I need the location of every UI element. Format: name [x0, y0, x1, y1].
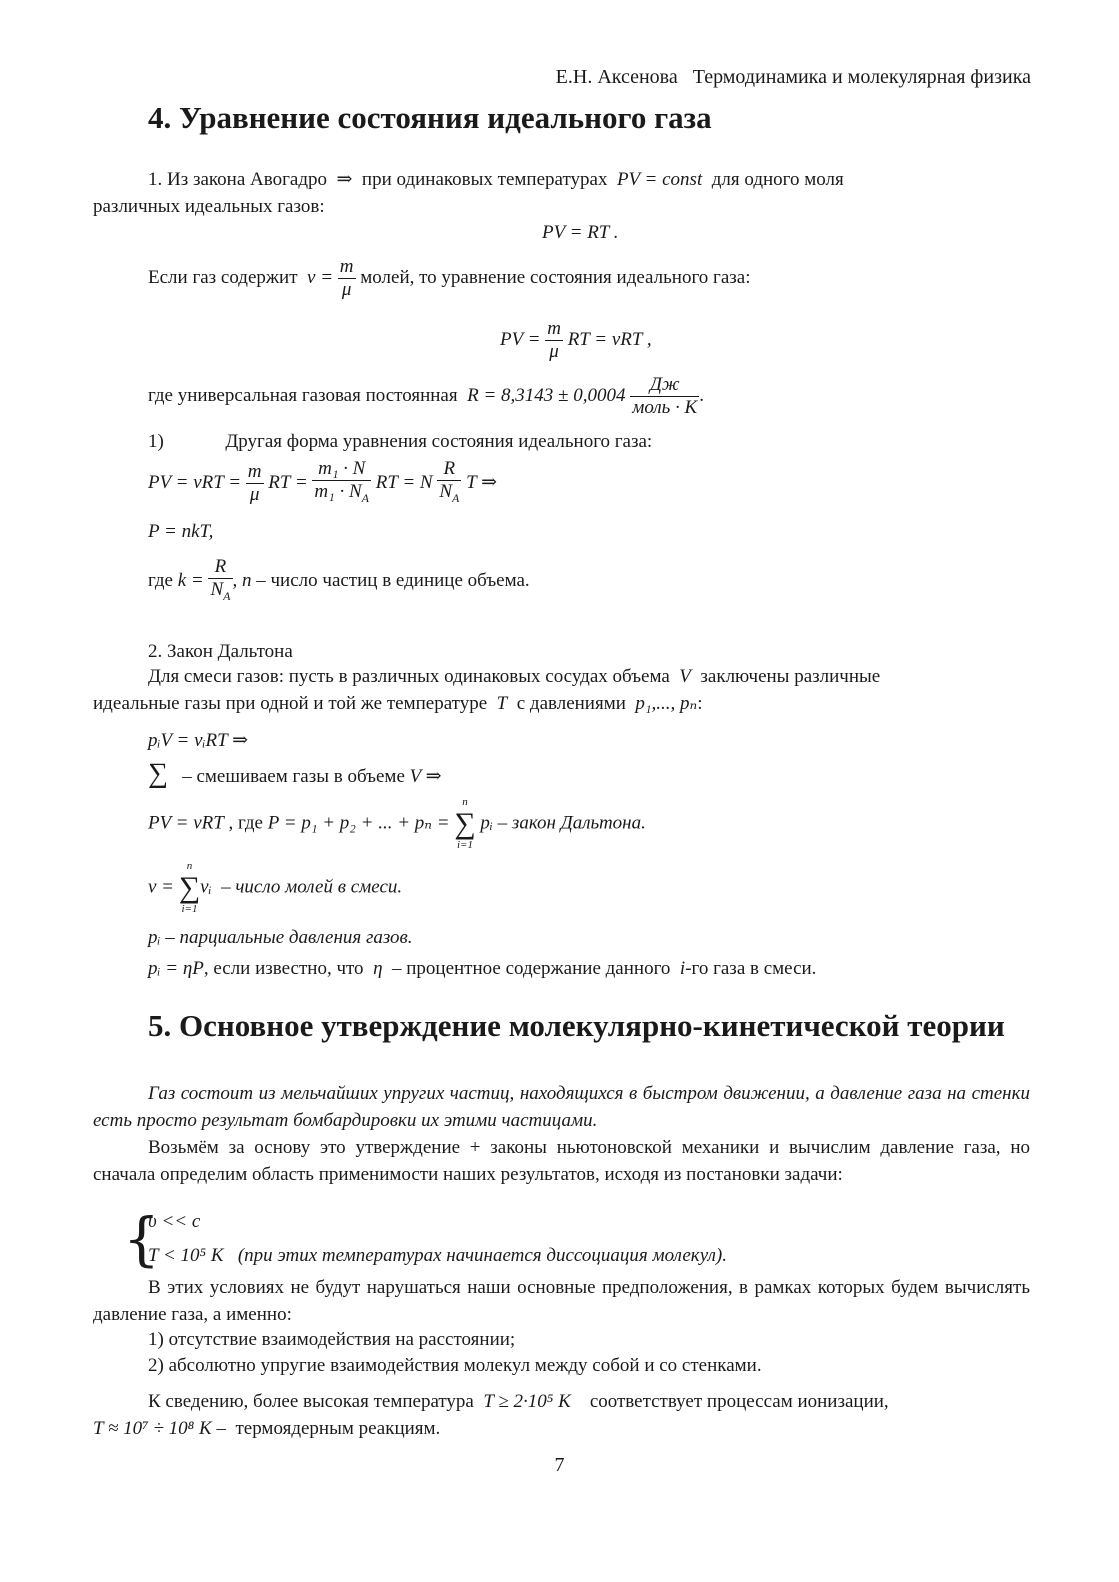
- mixing-line: ∑ – смешиваем газы в объеме V ⇒: [148, 758, 442, 789]
- approach-paragraph: Возьмём за основу это утверждение + законы ньютоновской механики и вычислим давление газа, но сначала определим область применимости наших результатов, исходя из постановки задачи:: [93, 1137, 1030, 1185]
- page-number: 7: [554, 1454, 565, 1476]
- section-5-heading: 5. Основное утверждение молекулярно-кинетической теории: [148, 1008, 1005, 1043]
- m-over-mu-fraction: $\frac{m}{\mu}$: [339, 256, 354, 300]
- partial-pressure-line: pᵢ – парциальные давления газов.: [148, 927, 413, 948]
- equation-alt-form: PV = νRT = $\frac{m}{\mu}$ RT = $\frac{\text{m₁ · N}}{m_1 \cdot N_A}$ RT = N $\frac{R}{N_A}$ T ⇒: [148, 458, 498, 505]
- condition-temperature: T < 10⁵ K (при этих температурах начинается диссоциация молекул).: [148, 1245, 727, 1266]
- temperature-note: К сведению, более высокая температура T ≥ 2·10⁵ K соответствует процессам ионизации, T ≈ 10⁷ ÷ 10⁸ K – термоядерным реакциям.: [93, 1391, 889, 1439]
- section-4-heading: 4. Уравнение состояния идеального газа: [148, 100, 712, 135]
- percent-content-line: pᵢ = ηP, если известно, что η – процентное содержание данного i-го газа в смеси.: [148, 958, 817, 979]
- assumption-item-2: 2) абсолютно упругие взаимодействия молекул между собой и со стенками.: [148, 1355, 762, 1376]
- header-author: Е.Н. Аксенова: [555, 66, 678, 88]
- sigma-symbol: ∑: [148, 758, 168, 789]
- moles-sum-line: ν = n ∑ i=1 νᵢ – число молей в смеси.: [148, 860, 403, 915]
- dalton-law-line: PV = νRT , где P = p₁ + p₂ + ... + pₙ = n ∑ i=1 pᵢ – закон Дальтона.: [148, 796, 646, 851]
- equation-p-nkt: P = nkT,: [148, 521, 214, 542]
- gas-constant-line: где универсальная газовая постоянная R = 8,3143 ± 0,0004 $\frac{Дж}{\text{моль · K}}$ .: [148, 374, 704, 418]
- condition-velocity: υ << c: [148, 1211, 201, 1232]
- dalton-paragraph: Для смеси газов: пусть в различных одинаковых сосудах объема V заключены различные идеальные газы при одной и той же температуре T с давлениями p₁,..., pₙ:: [93, 666, 881, 714]
- conditions-brace: {: [123, 1205, 160, 1273]
- assumptions-paragraph: В этих условиях не будут нарушаться наши основные предположения, в рамках которых будем вычислять давление газа, а именно:: [93, 1277, 1030, 1325]
- gas-constant-value: R = 8,3143 ± 0,0004: [467, 384, 626, 406]
- summation-sign: n ∑ i=1: [454, 796, 476, 851]
- equation-pv-rt: PV = RT .: [542, 222, 619, 243]
- alt-form-line: 1) Другая форма уравнения состояния идеального газа:: [148, 431, 653, 452]
- assumption-item-1: 1) отсутствие взаимодействия на расстоянии;: [148, 1329, 516, 1350]
- running-header: [556, 64, 1031, 91]
- equation-partial: pᵢV = νᵢRT ⇒: [148, 730, 249, 751]
- moles-line: Если газ содержит ν = $\frac{m}{\mu}$ молей, то уравнение состояния идеального газа:: [148, 256, 751, 300]
- mkt-statement: Газ состоит из мельчайших упругих частиц, находящихся в быстром движении, а давление газа на стенки есть просто результат бомбардировки их этими частицами.: [93, 1083, 1030, 1131]
- dalton-heading: 2. Закон Дальтона: [148, 641, 293, 662]
- k-definition-line: где k = $\frac{R}{N_A}$ , n – число частиц в единице объема.: [148, 556, 530, 603]
- equation-state: PV = $\frac{m}{\mu}$ RT = νRT ,: [500, 318, 652, 362]
- header-title: Термодинамика и молекулярная физика: [692, 66, 1031, 88]
- gas-constant-unit: $\frac{Дж}{\text{моль · K}}$: [632, 374, 698, 418]
- avogadro-paragraph: 1. Из закона Авогадро ⇒ при одинаковых температурах PV = const для одного моля различных идеальных газов:: [93, 169, 844, 217]
